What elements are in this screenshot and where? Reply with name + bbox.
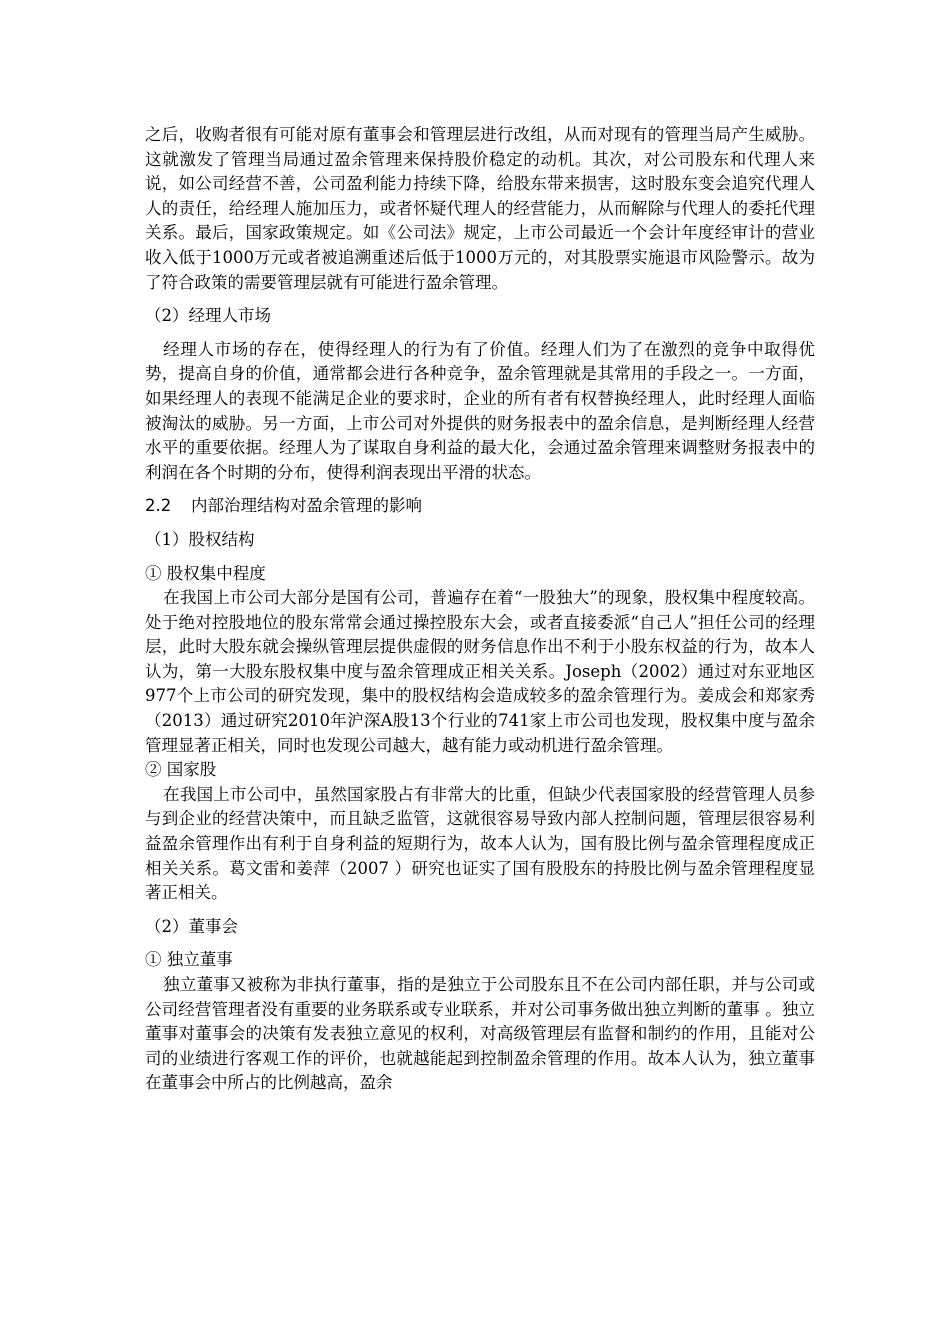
paragraph-manager-market: 经理人市场的存在，使得经理人的行为有了价值。经理人们为了在激烈的竞争中取得优势，提高自身的价值，通常都会进行各种竞争，盈余管理就是其常用的手段之一。一方面，如果经理人的表现不能满足企业的要求时，企业的所有者有权替换经理人，此时经理人面临被淘汰的威胁。另一方面，上市公司对外提供的财务报表中的盈余信息，是判断经理人经营水平的重要依据。经理人为了谋取自身利益的最大化，会通过盈余管理来调整财务报表中的利润在各个时期的分布，使得利润表现出平滑的状态。: [145, 339, 815, 482]
subheading-board: （2）董事会: [145, 916, 238, 936]
paragraph-concentration: 在我国上市公司大部分是国有公司，普遍存在着“一股独大”的现象，股权集中程度较高。处于绝对控股地位的股东常常会通过操控股东大会，或者直接委派“自己人”担任公司的经理层，此时大股东就会操纵管理层提供虚假的财务信息作出不利于小股东权益的行为，故本人认为，第一大股东股权集中度与盈余管理成正相关关系。Joseph（2002）通过对东亚地区977个上市公司的研究发现，集中的股权结构会造成较多的盈余管理行为。姜成会和郑家秀（2013）通过研究2010年沪深A股13个行业的741家上市公司也发现，股权集中度与盈余管理显著正相关，同时也发现公司越大，越有能力或动机进行盈余管理。: [145, 588, 815, 755]
subheading-equity-structure: （1）股权结构: [145, 529, 255, 549]
section-heading: [145, 494, 815, 519]
document-body: [145, 123, 815, 1096]
subheading-manager-market: （2）经理人市场: [145, 306, 271, 326]
section-number: 2.2: [145, 496, 172, 516]
item-state-share-title: ② 国家股: [145, 760, 217, 780]
item-concentration-title: ① 股权集中程度: [145, 563, 266, 583]
section-title: 内部治理结构对盈余管理的影响: [191, 496, 422, 516]
paragraph-state-share: 在我国上市公司中，虽然国家股占有非常大的比重，但缺少代表国家股的经营管理人员参与到企业的经营决策中，而且缺乏监管，这就很容易导致内部人控制问题，管理层很容易利益盈余管理作出有利于自身利益的短期行为，故本人认为，国有股比例与盈余管理程度成正相关关系。葛文雷和姜萍（2007 ）研究也证实了国有股股东的持股比例与盈余管理程度显著正相关。: [145, 784, 815, 903]
item-independent-director-title: ① 独立董事: [145, 950, 233, 970]
paragraph-continued: 之后，收购者很有可能对原有董事会和管理层进行改组，从而对现有的管理当局产生威胁。这就激发了管理当局通过盈余管理来保持股价稳定的动机。其次，对公司股东和代理人来说，如公司经营不善，公司盈利能力持续下降，给股东带来损害，这时股东变会追究代理人人的责任，给经理人施加压力，或者怀疑代理人的经营能力，从而解除与代理人的委托代理关系。最后，国家政策规定。如《公司法》规定，上市公司最近一个会计年度经审计的营业收入低于1000万元或者被追溯重述后低于1000万元的，对其股票实施退市风险警示。故为了符合政策的需要管理层就有可能进行盈余管理。: [145, 125, 815, 292]
paragraph-independent-director: 独立董事又被称为非执行董事，指的是独立于公司股东且不在公司内部任职，并与公司或公司经营管理者没有重要的业务联系或专业联系，并对公司事务做出独立判断的董事 。独立董事对董事会的决策有发表独立意见的权利，对高级管理层有监督和制约的作用，且能对公司的业绩进行客观工作的评价，也就越能起到控制盈余管理的作用。故本人认为，独立董事在董事会中所占的比例越高，盈余: [145, 975, 815, 1093]
